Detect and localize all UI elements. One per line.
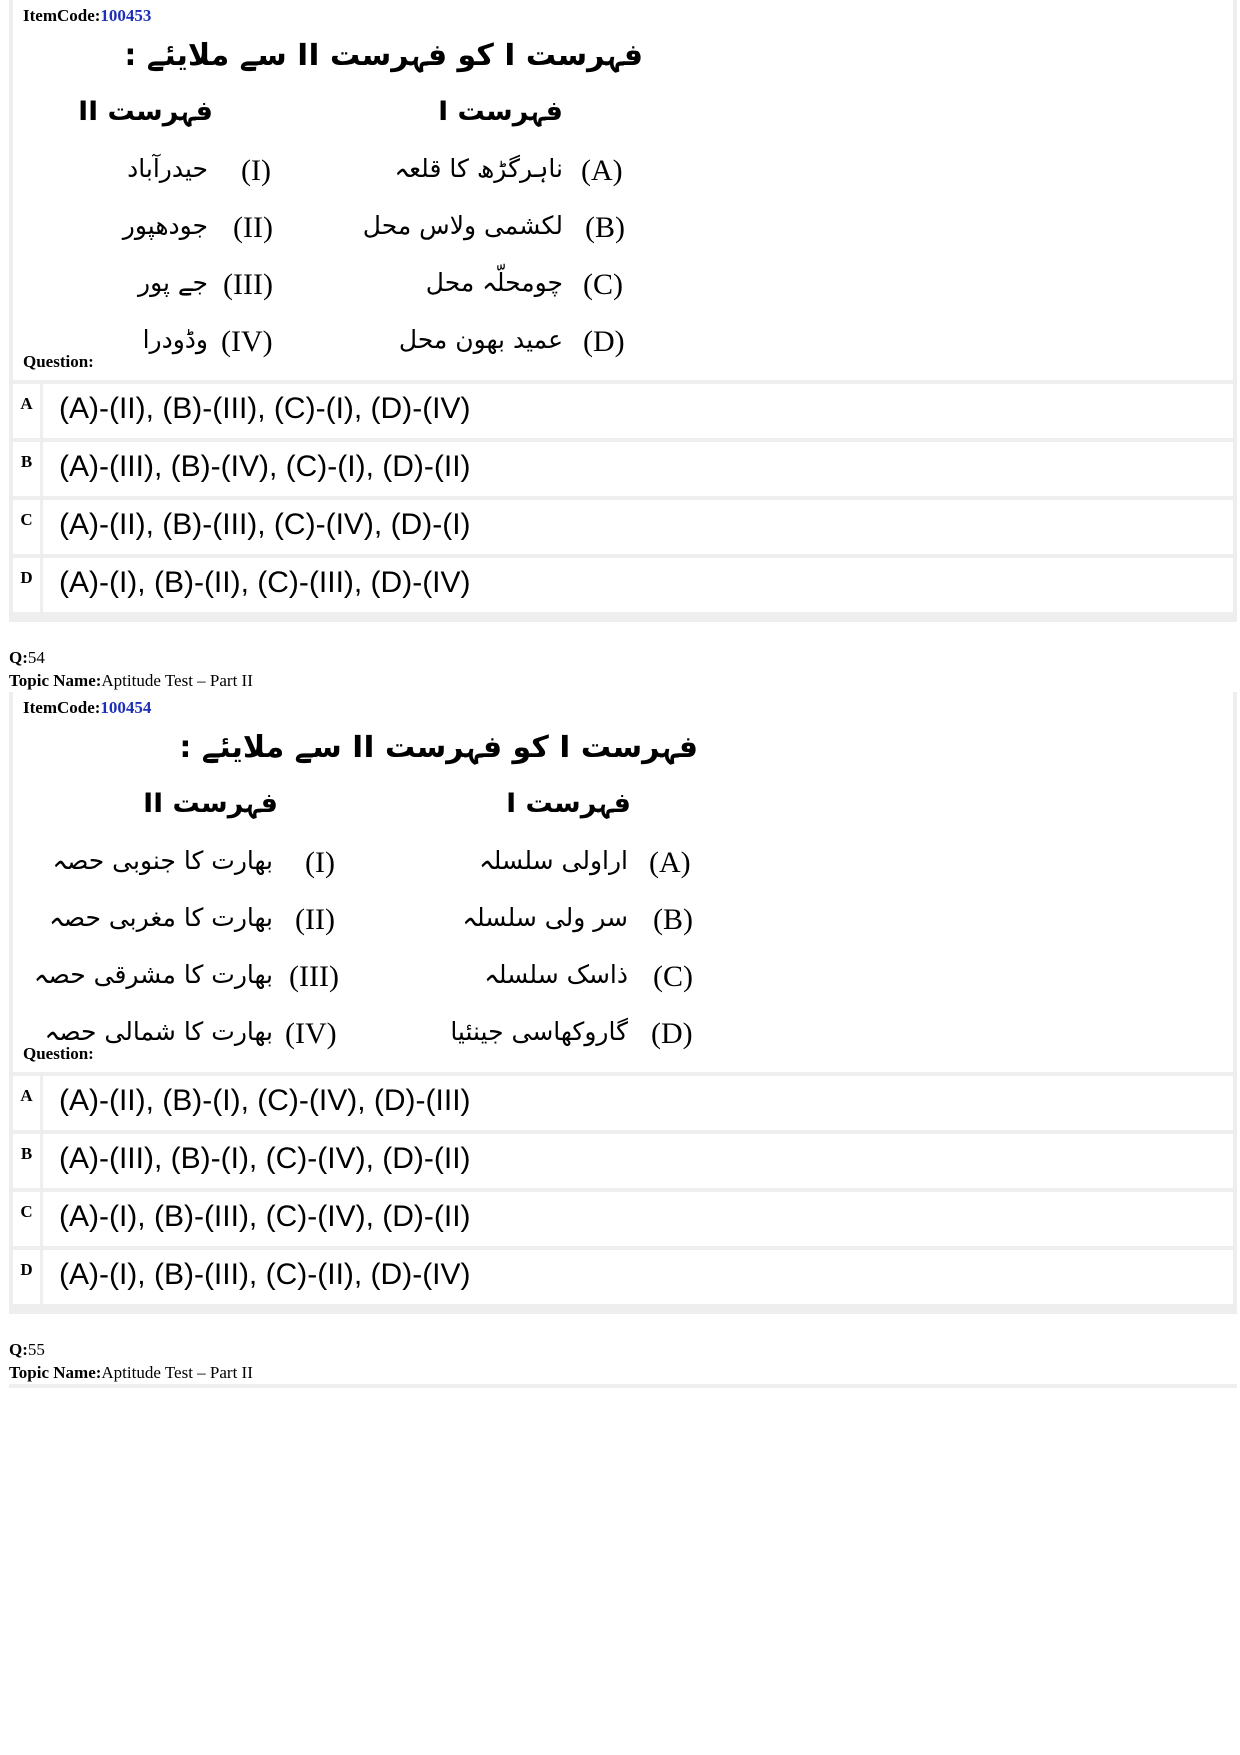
question-number: [9, 1340, 45, 1360]
topic-name: [9, 671, 253, 691]
option-letter: D: [13, 1250, 43, 1304]
list1-item-text: ذاسک سلسلہ: [484, 960, 628, 989]
option-b[interactable]: [13, 442, 1233, 496]
option-d[interactable]: [13, 1250, 1233, 1304]
option-b[interactable]: [13, 1134, 1233, 1188]
list1-item-text: چومحلّہ محل: [425, 268, 563, 297]
match-instruction: فہرست I کو فہرست II سے ملایئے :: [179, 730, 698, 765]
list2-item-text: جودھپور: [122, 211, 208, 240]
question-body: [13, 0, 1233, 380]
item-code: [23, 6, 151, 26]
list1-item-text: لکشمی ولاس محل: [362, 211, 563, 240]
list1-item-mark: (D): [651, 1017, 693, 1050]
list2-item-mark: (III): [223, 268, 273, 301]
list1-item-text: ناہرگڑھ کا قلعہ: [394, 154, 563, 183]
item-code-label: ItemCode:: [23, 698, 101, 717]
option-letter: A: [13, 1076, 43, 1130]
question-number-label: Q:: [9, 648, 28, 667]
topic-name-value: Aptitude Test – Part II: [101, 1363, 253, 1382]
list2-item-mark: (I): [305, 846, 335, 879]
option-c[interactable]: [13, 500, 1233, 554]
item-code: [23, 698, 151, 718]
topic-name-label: Topic Name:: [9, 671, 102, 690]
list2-heading: فہرست II: [143, 788, 278, 819]
list1-item-mark: (C): [583, 268, 623, 301]
list2-item-text: حیدرآباد: [127, 154, 208, 183]
list2-item-text: وڈودرا: [142, 325, 208, 354]
question-number: [9, 648, 45, 668]
question-number-value: 54: [27, 648, 45, 667]
list2-item-text: بھارت کا جنوبی حصہ: [52, 846, 273, 875]
option-text: (A)-(I), (B)-(III), (C)-(IV), (D)-(II): [59, 1200, 471, 1233]
option-letter: D: [13, 558, 43, 612]
topic-name-label: Topic Name:: [9, 1363, 102, 1382]
list2-heading: فہرست II: [78, 96, 213, 127]
option-text: (A)-(III), (B)-(I), (C)-(IV), (D)-(II): [59, 1142, 471, 1175]
match-instruction: فہرست I کو فہرست II سے ملایئے :: [124, 38, 643, 73]
list2-item-text: بھارت کا شمالی حصہ: [44, 1017, 273, 1046]
list1-heading: فہرست I: [506, 788, 631, 819]
option-letter: A: [13, 384, 43, 438]
list2-item-text: بھارت کا مغربی حصہ: [49, 903, 273, 932]
list1-item-text: عمید بھون محل: [398, 325, 563, 354]
question-number-value: 55: [27, 1340, 45, 1359]
list1-item-text: گاروکھاسی جینئیا: [450, 1017, 628, 1046]
list1-item-mark: (A): [649, 846, 691, 879]
list1-item-text: سر ولی سلسلہ: [462, 903, 628, 932]
list1-item-text: اراولی سلسلہ: [479, 846, 628, 875]
list1-item-mark: (B): [653, 903, 693, 936]
list2-item-mark: (I): [241, 154, 271, 187]
option-text: (A)-(II), (B)-(I), (C)-(IV), (D)-(III): [59, 1084, 471, 1117]
question-block-54: [9, 692, 1237, 1314]
list2-item-mark: (II): [233, 211, 273, 244]
list1-item-mark: (A): [581, 154, 623, 187]
option-letter: B: [13, 442, 43, 496]
section-divider: [9, 1384, 1237, 1388]
topic-name: [9, 1363, 253, 1383]
option-letter: C: [13, 1192, 43, 1246]
list2-item-mark: (III): [289, 960, 339, 993]
item-code-value: 100453: [100, 6, 152, 25]
option-a[interactable]: [13, 1076, 1233, 1130]
option-a[interactable]: [13, 384, 1233, 438]
list1-heading: فہرست I: [438, 96, 563, 127]
item-code-label: ItemCode:: [23, 6, 101, 25]
list2-item-text: جے پور: [138, 268, 208, 297]
option-text: (A)-(II), (B)-(III), (C)-(IV), (D)-(I): [59, 508, 471, 541]
option-letter: C: [13, 500, 43, 554]
question-number-label: Q:: [9, 1340, 28, 1359]
option-c[interactable]: [13, 1192, 1233, 1246]
list2-item-text: بھارت کا مشرقی حصہ: [33, 960, 273, 989]
option-letter: B: [13, 1134, 43, 1188]
list1-item-mark: (B): [585, 211, 625, 244]
option-text: (A)-(I), (B)-(III), (C)-(II), (D)-(IV): [59, 1258, 471, 1291]
question-block-53: [9, 0, 1237, 622]
option-text: (A)-(III), (B)-(IV), (C)-(I), (D)-(II): [59, 450, 471, 483]
question-body: [13, 692, 1233, 1072]
question-label: Question:: [23, 352, 94, 371]
option-d[interactable]: [13, 558, 1233, 612]
item-code-value: 100454: [100, 698, 152, 717]
option-text: (A)-(I), (B)-(II), (C)-(III), (D)-(IV): [59, 566, 471, 599]
list2-item-mark: (II): [295, 903, 335, 936]
question-label: Question:: [23, 1044, 94, 1063]
list2-item-mark: (IV): [285, 1017, 337, 1050]
option-text: (A)-(II), (B)-(III), (C)-(I), (D)-(IV): [59, 392, 471, 425]
list2-item-mark: (IV): [221, 325, 273, 358]
list1-item-mark: (C): [653, 960, 693, 993]
list1-item-mark: (D): [583, 325, 625, 358]
topic-name-value: Aptitude Test – Part II: [101, 671, 253, 690]
